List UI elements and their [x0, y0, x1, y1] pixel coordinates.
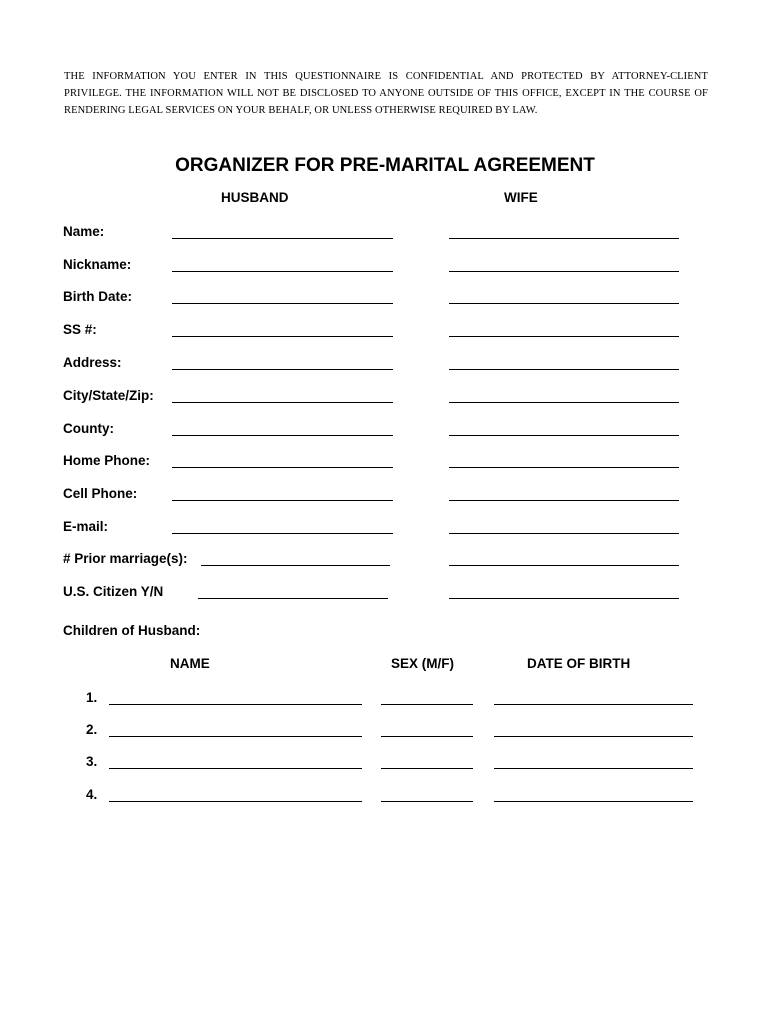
- field-label: U.S. Citizen Y/N: [63, 584, 164, 599]
- field-label: E-mail:: [63, 519, 109, 534]
- child-dob-line[interactable]: [494, 724, 693, 737]
- field-label: Home Phone:: [63, 453, 151, 468]
- confidentiality-notice: THE INFORMATION YOU ENTER IN THIS QUESTIONNAIRE IS CONFIDENTIAL AND PROTECTED BY ATTORNEY-CLIENT PRIVILEGE. THE INFORMATION WILL NOT BE DISCLOSED TO ANYONE OUTSIDE OF THIS OFFICE, EXCEPT IN THE COURSE OF RENDERING LEGAL SERVICES ON YOUR BEHALF, OR UNLESS OTHERWISE REQUIRED BY LAW.: [64, 71, 708, 116]
- wife-input-line[interactable]: [449, 586, 679, 599]
- wife-input-line[interactable]: [449, 488, 679, 501]
- husband-input-line[interactable]: [172, 291, 393, 304]
- wife-input-line[interactable]: [449, 259, 679, 272]
- children-dob-header: DATE OF BIRTH: [527, 656, 631, 671]
- husband-input-line[interactable]: [172, 390, 393, 403]
- wife-column-header: WIFE: [504, 190, 538, 205]
- husband-input-line[interactable]: [172, 488, 393, 501]
- children-name-header: NAME: [170, 656, 210, 671]
- husband-input-line[interactable]: [172, 357, 393, 370]
- wife-input-line[interactable]: [449, 291, 679, 304]
- child-sex-line[interactable]: [381, 692, 473, 705]
- form-title: ORGANIZER FOR PRE-MARITAL AGREEMENT: [175, 155, 595, 176]
- child-dob-line[interactable]: [494, 789, 693, 802]
- wife-input-line[interactable]: [449, 226, 679, 239]
- child-name-line[interactable]: [109, 692, 362, 705]
- wife-input-line[interactable]: [449, 357, 679, 370]
- field-row: [0, 453, 770, 473]
- child-row-number: 4.: [86, 787, 98, 802]
- wife-input-line[interactable]: [449, 553, 679, 566]
- husband-column-header: HUSBAND: [221, 190, 289, 205]
- husband-input-line[interactable]: [172, 259, 393, 272]
- field-label: City/State/Zip:: [63, 388, 154, 403]
- field-row: [0, 224, 770, 244]
- husband-input-line[interactable]: [172, 324, 393, 337]
- field-row: [0, 584, 770, 604]
- field-label: # Prior marriage(s):: [63, 551, 188, 566]
- children-section-label: Children of Husband:: [63, 623, 201, 638]
- child-row: [0, 787, 770, 807]
- field-label: Nickname:: [63, 257, 132, 272]
- wife-input-line[interactable]: [449, 521, 679, 534]
- child-row-number: 1.: [86, 690, 98, 705]
- husband-input-line[interactable]: [198, 586, 388, 599]
- husband-input-line[interactable]: [201, 553, 390, 566]
- husband-input-line[interactable]: [172, 521, 393, 534]
- field-row: [0, 551, 770, 571]
- field-row: [0, 519, 770, 539]
- field-row: [0, 355, 770, 375]
- field-row: [0, 257, 770, 277]
- field-row: [0, 486, 770, 506]
- field-row: [0, 388, 770, 408]
- child-sex-line[interactable]: [381, 789, 473, 802]
- child-sex-line[interactable]: [381, 756, 473, 769]
- child-dob-line[interactable]: [494, 692, 693, 705]
- child-name-line[interactable]: [109, 756, 362, 769]
- field-row: [0, 421, 770, 441]
- child-row-number: 3.: [86, 754, 98, 769]
- field-label: Address:: [63, 355, 122, 370]
- field-label: Cell Phone:: [63, 486, 138, 501]
- wife-input-line[interactable]: [449, 390, 679, 403]
- wife-input-line[interactable]: [449, 423, 679, 436]
- child-row: [0, 690, 770, 710]
- husband-input-line[interactable]: [172, 226, 393, 239]
- child-row: [0, 754, 770, 774]
- field-row: [0, 322, 770, 342]
- wife-input-line[interactable]: [449, 455, 679, 468]
- child-row-number: 2.: [86, 722, 98, 737]
- child-dob-line[interactable]: [494, 756, 693, 769]
- husband-input-line[interactable]: [172, 423, 393, 436]
- field-label: Name:: [63, 224, 105, 239]
- field-label: County:: [63, 421, 114, 436]
- field-label: SS #:: [63, 322, 97, 337]
- children-sex-header: SEX (M/F): [391, 656, 454, 671]
- child-name-line[interactable]: [109, 724, 362, 737]
- field-row: [0, 289, 770, 309]
- field-label: Birth Date:: [63, 289, 133, 304]
- husband-input-line[interactable]: [172, 455, 393, 468]
- wife-input-line[interactable]: [449, 324, 679, 337]
- child-name-line[interactable]: [109, 789, 362, 802]
- child-sex-line[interactable]: [381, 724, 473, 737]
- child-row: [0, 722, 770, 742]
